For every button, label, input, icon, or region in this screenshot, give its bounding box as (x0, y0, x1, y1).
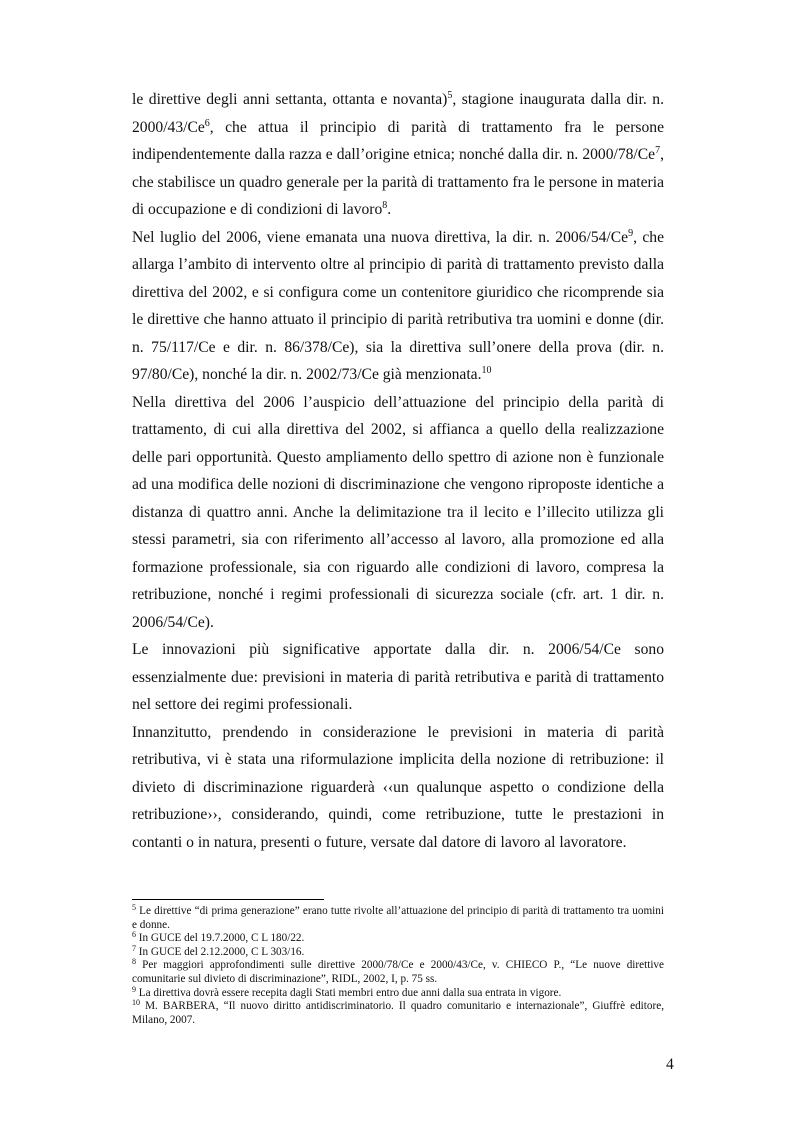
footnote-5: $^5$ Le direttive “di prima generazione” erano tutte rivolte all’attuazione del principio di parità di trattamento tra uomini e donne. (132, 903, 664, 931)
footnote-7: $^7$ In GUCE del 2.12.2000, C L 303/16. (132, 943, 305, 958)
footnote-ref-7: 7 (655, 145, 661, 156)
footnote-ref-10: 10 (481, 365, 492, 376)
paragraph-3: Nella direttiva del 2006 l’auspicio dell’attuazione del principio della parità di trattamento, di cui alla direttiva del 2002, si affianca a quello della realizzazione delle pari opportunità. Questo ampliamento dello spettro di azione non è funzionale ad una modifica delle nozioni di discriminazione che vengono riproposte identiche a distanza di quattro anni. Anche la delimitazione tra il lecito e l’illecito utilizza gli stessi parametri, sia con riferimento all’accesso al lavoro, alla promozione ed alla formazione professionale, sia con riguardo alle condizioni di lavoro, compresa la retribuzione, nonché i regimi professionali di sicurezza sociale (cfr. art. 1 dir. n. 2006/54/Ce). (132, 393, 664, 631)
footnote-6: $^6$ In GUCE del 19.7.2000, C L 180/22. (132, 930, 305, 945)
footnote-8: $^8$ Per maggiori approfondimenti sulle direttive 2000/78/Ce e 2000/43/Ce, v. CHIECO P., “Le nuove direttive comunitarie sul divieto di discriminazione”, RIDL, 2002, I, p. 75 ss. (132, 957, 664, 985)
footnote-ref-8: 8 (382, 200, 388, 211)
footnote-separator (132, 899, 324, 900)
footnotes (132, 905, 664, 1027)
footnote-ref-6: 6 (204, 117, 210, 129)
paragraph-1: le direttive degli anni settanta, ottanta e novanta)$^5$, stagione inaugurata dalla dir. n. 2000/43/Ce$^6$, che attua il principio di parità di trattamento fra le persone indipendentemente dalla razza e dall’origine etnica; nonché dalla dir. n. 2000/78/Ce$^7$, che stabilisce un quadro generale per la parità di trattamento fra le persone in materia di occupazione e di condizioni di lavoro$^8$. (132, 90, 664, 218)
footnote-ref-5: 5 (447, 90, 453, 101)
footnote-10: $^{10}$ M. BARBERA, “Il nuovo diritto antidiscriminatorio. Il quadro comunitario e internazionale”, Giuffrè editore, Milano, 2007. (132, 998, 664, 1026)
page-number: 4 (666, 1056, 674, 1073)
paragraph-4: Le innovazioni più significative apportate dalla dir. n. 2006/54/Ce sono essenzialmente due: previsioni in materia di parità retributiva e parità di trattamento nel settore dei regimi professionali. (132, 641, 664, 713)
footnote-9: $^9$ La direttiva dovrà essere recepita dagli Stati membri entro due anni dalla sua entrata in vigore. (132, 984, 562, 999)
footnote-ref-9: 9 (628, 227, 634, 239)
paragraph-2: Nel luglio del 2006, viene emanata una nuova direttiva, la dir. n. 2006/54/Ce$^9$, che allarga l’ambito di intervento oltre al principio di parità di trattamento previsto dalla direttiva del 2002, e si configura come un contenitore giuridico che ricomprende sia le direttive che hanno attuato il principio di parità retributiva tra uomini e donne (dir. n. 75/117/Ce e dir. n. 86/378/Ce), sia la direttiva sull’onere della prova (dir. n. 97/80/Ce), nonché la dir. n. 2002/73/Ce già menzionata.$^{10}$ (132, 227, 664, 383)
body-text (132, 86, 664, 856)
paragraph-5: Innanzitutto, prendendo in considerazione le previsioni in materia di parità retributiva, vi è stata una riformulazione implicita della nozione di retribuzione: il divieto di discriminazione riguarderà ‹‹un qualunque aspetto o condizione della retribuzione››, considerando, quindi, come retribuzione, tutte le prestazioni in contanti o in natura, presenti o future, versate dal datore di lavoro al lavoratore. (132, 723, 664, 851)
